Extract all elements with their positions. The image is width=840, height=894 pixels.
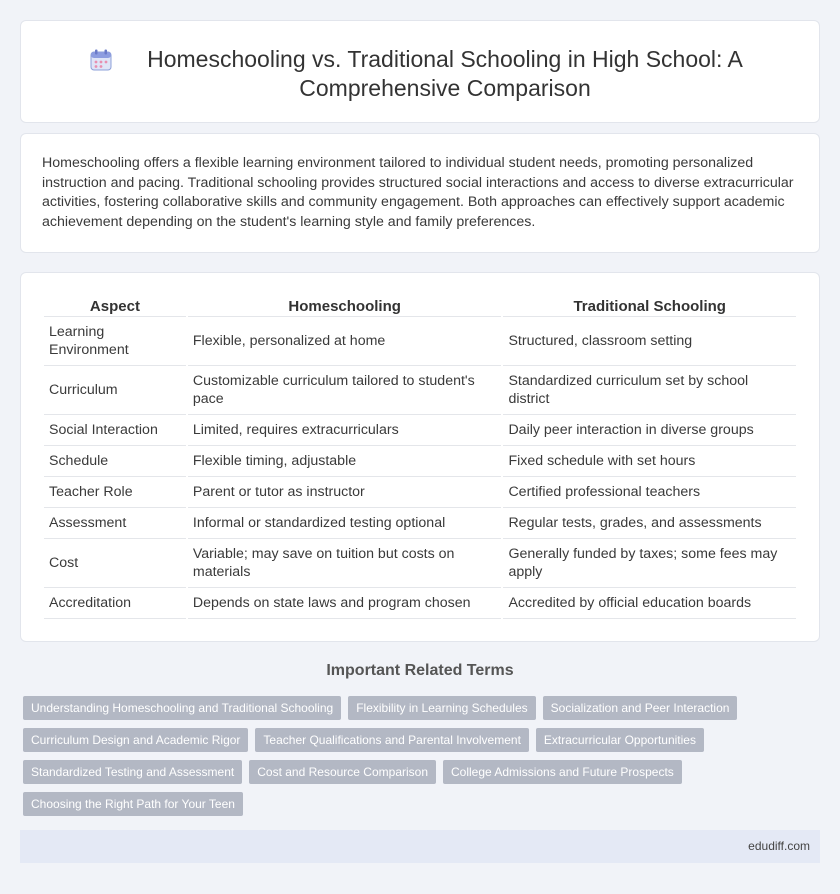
summary-card — [20, 133, 820, 253]
cell-traditional: Regular tests, grades, and assessments — [503, 508, 796, 539]
header-homeschooling: Homeschooling — [188, 295, 502, 317]
table-header-row — [44, 295, 796, 317]
cell-traditional: Standardized curriculum set by school district — [503, 366, 796, 415]
comparison-card — [20, 272, 820, 642]
related-term-tag[interactable]: Cost and Resource Comparison — [249, 760, 436, 784]
header-aspect: Aspect — [44, 295, 186, 317]
comparison-table — [42, 295, 798, 619]
cell-traditional: Daily peer interaction in diverse groups — [503, 415, 796, 446]
table-row — [44, 415, 796, 446]
table-row — [44, 588, 796, 619]
related-terms-title: Important Related Terms — [326, 662, 514, 679]
related-term-tag[interactable]: Standardized Testing and Assessment — [23, 760, 242, 784]
cell-traditional: Fixed schedule with set hours — [503, 446, 796, 477]
cell-aspect: Social Interaction — [44, 415, 186, 446]
cell-homeschooling: Flexible, personalized at home — [188, 317, 502, 366]
related-term-tag[interactable]: Socialization and Peer Interaction — [543, 696, 738, 720]
related-terms-list — [23, 696, 753, 816]
cell-homeschooling: Depends on state laws and program chosen — [188, 588, 502, 619]
related-term-tag[interactable]: Teacher Qualifications and Parental Involvement — [255, 728, 528, 752]
cell-aspect: Curriculum — [44, 366, 186, 415]
footer-site-link[interactable]: edudiff.com — [748, 839, 810, 853]
related-term-tag[interactable]: Choosing the Right Path for Your Teen — [23, 792, 243, 816]
cell-traditional: Generally funded by taxes; some fees may apply — [503, 539, 796, 588]
footer — [20, 830, 820, 863]
table-row — [44, 477, 796, 508]
related-term-tag[interactable]: Curriculum Design and Academic Rigor — [23, 728, 248, 752]
table-row — [44, 366, 796, 415]
cell-homeschooling: Limited, requires extracurriculars — [188, 415, 502, 446]
related-term-tag[interactable]: Extracurricular Opportunities — [536, 728, 704, 752]
header-traditional: Traditional Schooling — [503, 295, 796, 317]
table-row — [44, 446, 796, 477]
related-term-tag[interactable]: Understanding Homeschooling and Traditional Schooling — [23, 696, 341, 720]
cell-traditional: Certified professional teachers — [503, 477, 796, 508]
cell-aspect: Accreditation — [44, 588, 186, 619]
table-row — [44, 317, 796, 366]
cell-homeschooling: Informal or standardized testing optional — [188, 508, 502, 539]
cell-homeschooling: Flexible timing, adjustable — [188, 446, 502, 477]
related-term-tag[interactable]: College Admissions and Future Prospects — [443, 760, 682, 784]
table-row — [44, 508, 796, 539]
page-title: Homeschooling vs. Traditional Schooling in High School: A Comprehensive Comparison — [147, 46, 743, 101]
cell-traditional: Accredited by official education boards — [503, 588, 796, 619]
cell-traditional: Structured, classroom setting — [503, 317, 796, 366]
cell-aspect: Assessment — [44, 508, 186, 539]
cell-aspect: Teacher Role — [44, 477, 186, 508]
cell-homeschooling: Variable; may save on tuition but costs on materials — [188, 539, 502, 588]
cell-aspect: Learning Environment — [44, 317, 186, 366]
related-term-tag[interactable]: Flexibility in Learning Schedules — [348, 696, 535, 720]
cell-homeschooling: Customizable curriculum tailored to student's pace — [188, 366, 502, 415]
summary-text: Homeschooling offers a flexible learning environment tailored to individual student needs, promoting personalized instruction and pacing. Traditional schooling provides structured social interactions and access to diverse extracurricular activities, fostering collaborative skills and community engagement. Both approaches can effectively support academic achievement depending on the student's learning style and family preferences. — [42, 155, 794, 230]
cell-aspect: Cost — [44, 539, 186, 588]
cell-homeschooling: Parent or tutor as instructor — [188, 477, 502, 508]
cell-aspect: Schedule — [44, 446, 186, 477]
title-card — [20, 20, 820, 123]
table-row — [44, 539, 796, 588]
